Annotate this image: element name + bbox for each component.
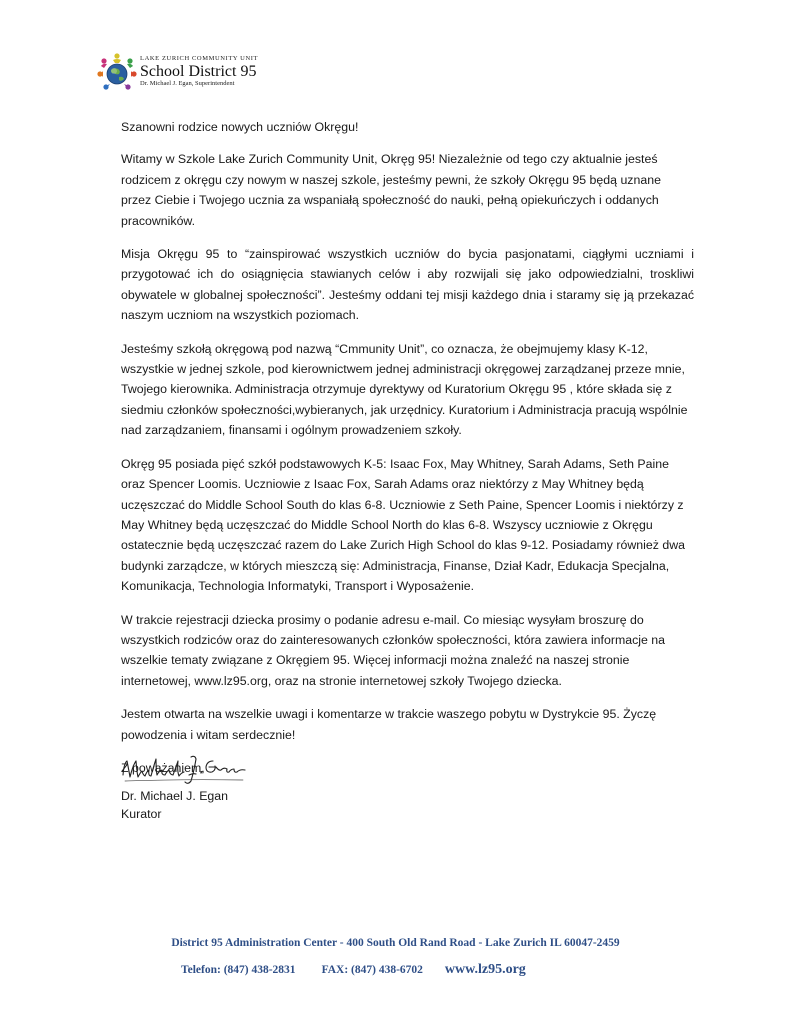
letter-paragraph: Okręg 95 posiada pięć szkół podstawowych K-5: Isaac Fox, May Whitney, Sarah Adams, Seth Paine oraz Spencer Loomis. Uczniowie z Isaac Fox, Sarah Adams oraz niektórzy z May Whitney będą uczęszczać do Middle School South do klas 6-8. Uczniowie z Seth Paine, Spencer Loomis i niektórzy z May Whitney będą uczęszczać do Middle School North do klas 6-8. Wszyscy uczniowie z Okręgu ostatecznie będą uczęszczać razem do Lake Zurich High School do klas 9-12. Posiadamy również dwa budynki zarządcze, w których mieszczą się: Administracja, Finanse, Dział Kadr, Edukacja Specjalna, Komunikacja, Technologia Informatyki, Transport i Wyposażenie. xyxy=(121,456,685,594)
letterhead-text xyxy=(140,55,258,88)
letter-paragraph: Misja Okręgu 95 to “zainspirować wszystkich uczniów do bycia pasjonatami, ciągłymi uczniami i przygotować ich do osiągnięcia stawianych celów i aby rozwijali się jako odpowiedzialni, troskliwi obywatele w globalnej społeczności”. Jesteśmy oddani tej misji każdego dnia i staramy się ją przekazać naszym uczniom na wszystkich poziomach. xyxy=(121,247,694,323)
letterhead-superintendent: Dr. Michael J. Egan, Superintendent xyxy=(140,80,235,87)
letter-paragraph: Jesteśmy szkołą okręgową pod nazwą “Cmmunity Unit”, co oznacza, że obejmujemy klasy K-12, wszystkie w jednej szkole, pod kierownictwem jednej administracji okręgowej zarządzanej przeze mnie, Twojego kierownika. Administracja otrzymuje dyrektywy od Kuratorium Okręgu 95 , które składa się z siedmiu członków społeczności,wybieranych, jak urzędnicy. Kuratorium i Administracja pracują wspólnie nad zarządzaniem, finansami i ogólnym prowadzeniem szkoły. xyxy=(121,341,688,438)
signature-name: Dr. Michael J. Egan xyxy=(121,789,229,803)
footer-contact xyxy=(181,960,526,978)
letter-paragraph: Jestem otwarta na wszelkie uwagi i komentarze w trakcie waszego pobytu w Dystrykcie 95. Życzę powodzenia i witam serdecznie! xyxy=(121,707,657,742)
handwritten-signature-icon xyxy=(121,751,247,787)
footer-phone: Telefon: (847) 438-2831 xyxy=(181,964,296,976)
letter-salutation: Szanowni rodzice nowych uczniów Okręgu! xyxy=(121,120,359,134)
letter-closing: Z poważaniem, xyxy=(121,760,205,775)
letter-paragraph: W trakcie rejestracji dziecka prosimy o podanie adresu e-mail. Co miesiąc wysyłam broszurę do wszystkich rodziców oraz do zainteresowanych członków społeczności, która zawiera informacje na wszelkie tematy związane z Okręgiem 95. Więcej informacji można znaleźć na naszej stronie internetowej, www.lz95.org, oraz na stronie internetowej szkoły Twojego dziecka. xyxy=(121,612,666,688)
letterhead-district-name: School District 95 xyxy=(140,63,257,80)
footer-website-link[interactable]: www.lz95.org xyxy=(444,962,526,977)
letterhead xyxy=(94,50,294,100)
signature-title: Kurator xyxy=(121,807,162,821)
letterhead-org-line: LAKE ZURICH COMMUNITY UNIT xyxy=(140,55,259,62)
footer-fax: FAX: (847) 438-6702 xyxy=(321,964,423,976)
letter-body xyxy=(121,117,694,791)
district-logo-icon xyxy=(94,50,140,96)
letter-paragraph: Witamy w Szkole Lake Zurich Community Unit, Okręg 95! Niezależnie od tego czy aktualnie jesteś rodzicem z okręgu czy nowym w naszej szkole, jesteśmy pewni, że szkoły Okręgu 95 będą uznane przez Ciebie i Twojego ucznia za wspaniałą społeczność do nauki, pełną opiekuńczych i oddanych pracowników. xyxy=(121,152,661,228)
footer-address: District 95 Administration Center - 400 South Old Rand Road - Lake Zurich IL 60047-2459 xyxy=(171,937,620,949)
